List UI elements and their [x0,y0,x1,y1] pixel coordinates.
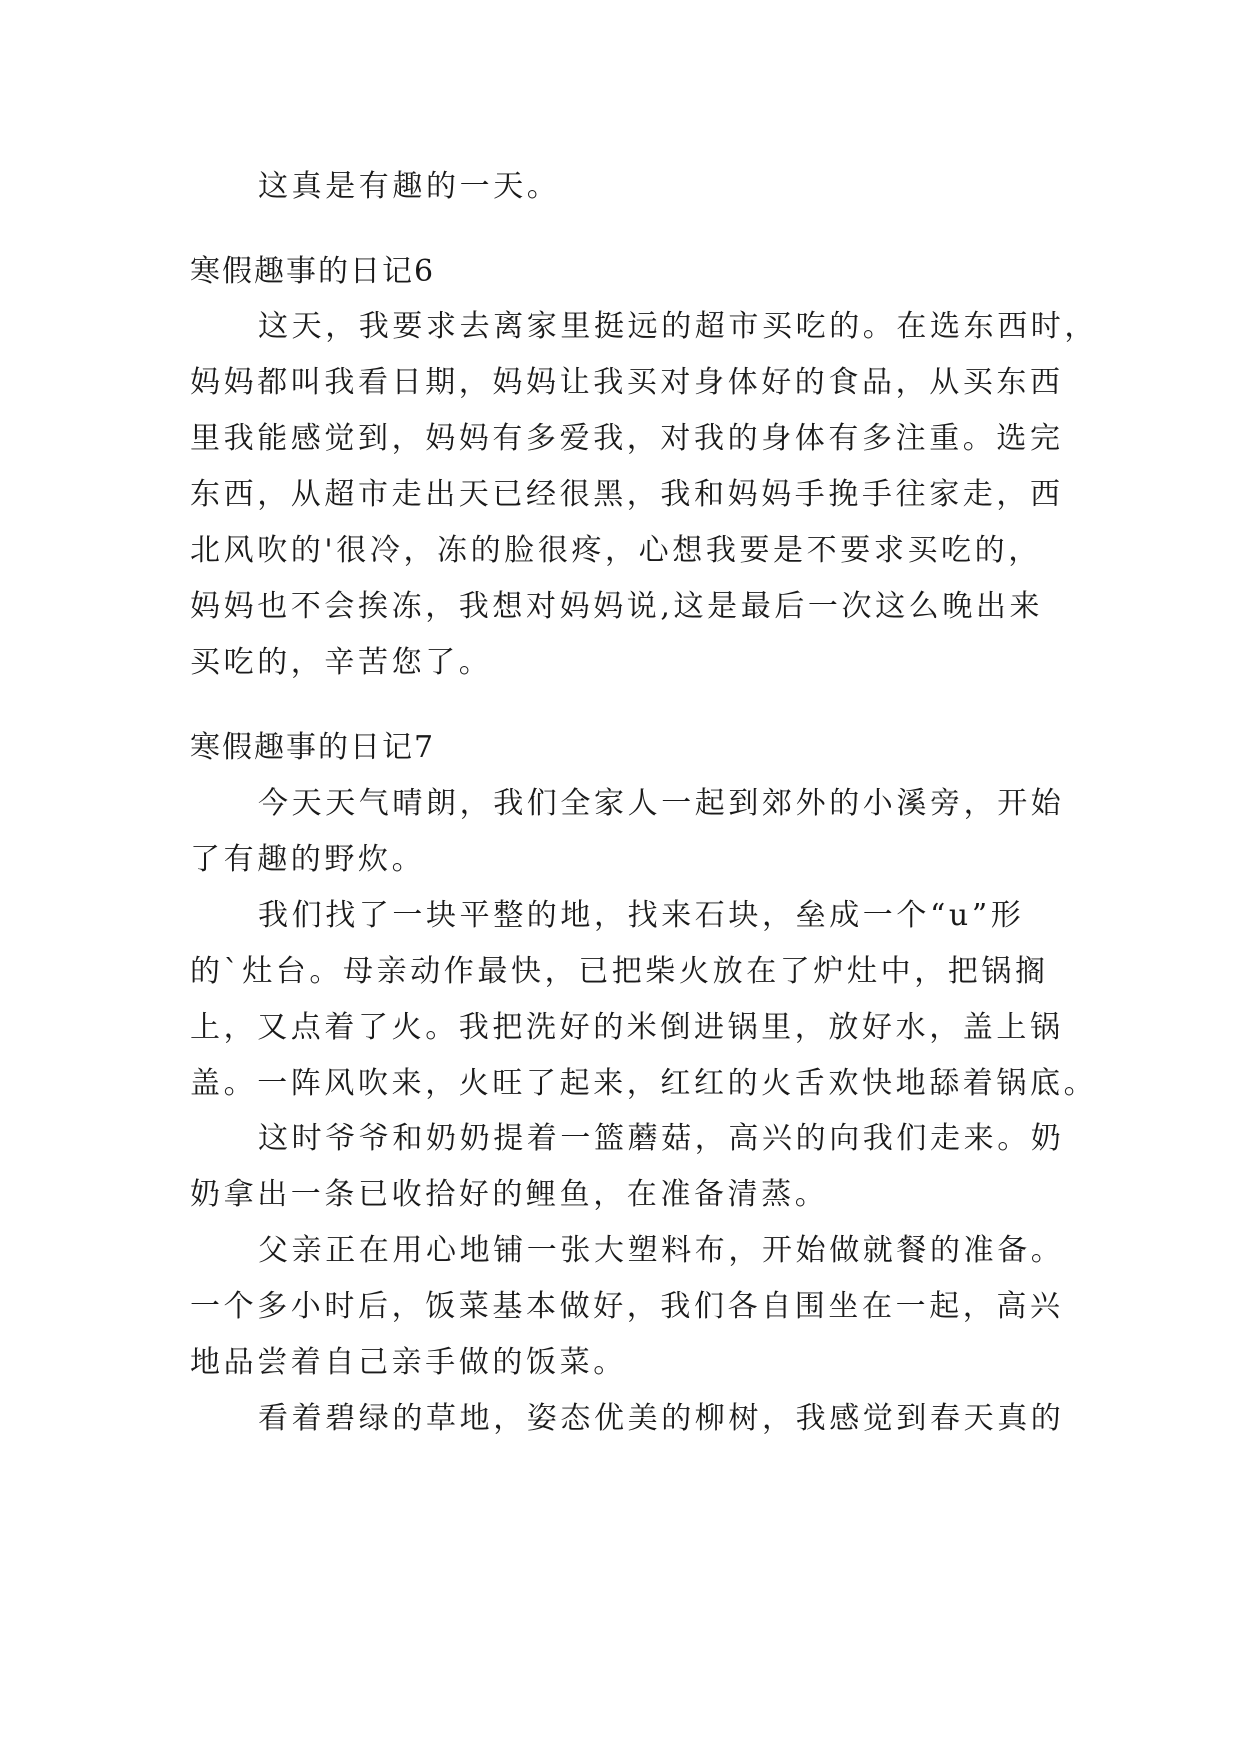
diary-6-line: 买吃的，辛苦您了。 [190,645,493,680]
diary-7-line: 了有趣的野炊。 [190,842,426,877]
diary-6-line: 北风吹的'很冷，冻的脸很疼，心想我要是不要求买吃的， [190,533,1042,568]
diary-7-heading: 寒假趣事的日记7 [190,730,436,765]
diary-6-line: 妈妈也不会挨冻，我想对妈妈说,这是最后一次这么晚出来 [190,589,1044,624]
diary-7-line: 看着碧绿的草地，姿态优美的柳树，我感觉到春天真的 [258,1401,1065,1436]
paragraph-closing-line: 这真是有趣的一天。 [258,169,561,204]
diary-7-line: 的`灶台。母亲动作最快，已把柴火放在了炉灶中，把锅搁 [190,954,1049,989]
diary-7-line: 奶拿出一条已收拾好的鲤鱼，在准备清蒸。 [190,1177,829,1212]
diary-7-line: 父亲正在用心地铺一张大塑料布，开始做就餐的准备。 [258,1233,1065,1268]
diary-7-line: 地品尝着自己亲手做的饭菜。 [190,1345,627,1380]
diary-7-line: 我们找了一块平整的地，找来石块，垒成一个“u”形 [258,898,1025,933]
diary-7-line: 这时爷爷和奶奶提着一篮蘑菇，高兴的向我们走来。奶 [258,1121,1065,1156]
diary-6-heading: 寒假趣事的日记6 [190,254,436,289]
diary-7-line: 今天天气晴朗，我们全家人一起到郊外的小溪旁，开始 [258,786,1065,821]
diary-7-line: 上，又点着了火。我把洗好的米倒进锅里，放好水，盖上锅 [190,1010,1064,1045]
diary-6-line: 里我能感觉到，妈妈有多爱我，对我的身体有多注重。选完 [190,421,1064,456]
diary-6-line: 妈妈都叫我看日期，妈妈让我买对身体好的食品，从买东西 [190,365,1064,400]
diary-6-line: 这天，我要求去离家里挺远的超市买吃的。在选东西时， [258,309,1098,344]
diary-6-line: 东西，从超市走出天已经很黑，我和妈妈手挽手往家走，西 [190,477,1064,512]
diary-7-line: 一个多小时后，饭菜基本做好，我们各自围坐在一起，高兴 [190,1289,1064,1324]
diary-7-line: 盖。一阵风吹来，火旺了起来，红红的火舌欢快地舔着锅底。 [190,1066,1098,1101]
